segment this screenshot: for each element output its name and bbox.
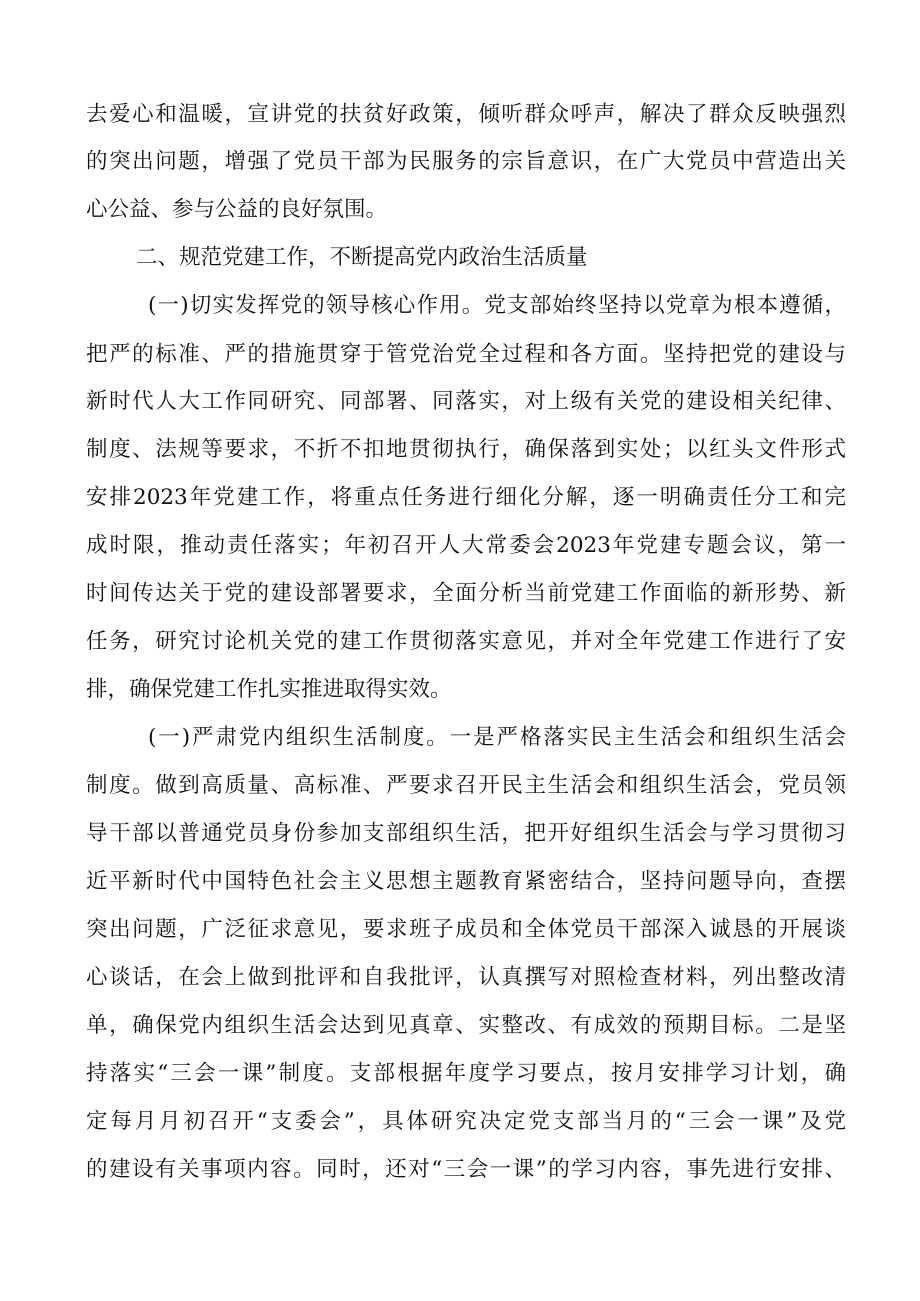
- text-line: 排，确保党建工作扎实推进取得实效。: [86, 677, 452, 702]
- text-line: 心谈话，在会上做到批评和自我批评，认真撰写对照检查材料，列出整改清: [86, 965, 846, 990]
- text-line: (一)严肃党内组织生活制度。一是严格落实民主生活会和组织生活会: [148, 725, 846, 750]
- text-line: 突出问题，广泛征求意见，要求班子成员和全体党员干部深入诚恳的开展谈: [86, 917, 846, 942]
- text-line: 的建设有关事项内容。同时，还对“三会一课”的学习内容，事先进行安排、: [86, 1157, 846, 1182]
- text-line: 时间传达关于党的建设部署要求，全面分析当前党建工作面临的新形势、新: [86, 581, 846, 606]
- text-line: 把严的标准、严的措施贯穿于管党治党全过程和各方面。坚持把党的建设与: [86, 342, 846, 367]
- text-line: 心公益、参与公益的良好氛围。: [86, 197, 388, 222]
- text-line: 单，确保党内组织生活会达到见真章、实整改、有成效的预期目标。二是坚: [86, 1013, 846, 1038]
- text-line: 导干部以普通党员身份参加支部组织生活，把开好组织生活会与学习贯彻习: [86, 821, 846, 846]
- text-line: 制度。做到高质量、高标准、严要求召开民主生活会和组织生活会，党员领: [86, 773, 846, 798]
- text-line: 新时代人大工作同研究、同部署、同落实，对上级有关党的建设相关纪律、: [86, 389, 846, 414]
- text-line: 持落实“三会一课”制度。支部根据年度学习要点，按月安排学习计划，确: [86, 1061, 846, 1086]
- text-line: 的突出问题，增强了党员干部为民服务的宗旨意识，在广大党员中营造出关: [86, 149, 846, 174]
- text-line: 成时限，推动责任落实；年初召开人大常委会2023年党建专题会议，第一: [86, 533, 846, 558]
- text-line: 安排2023年党建工作，将重点任务进行细化分解，逐一明确责任分工和完: [86, 485, 846, 510]
- text-line: 制度、法规等要求，不折不扣地贯彻执行，确保落到实处；以红头文件形式: [86, 437, 846, 462]
- text-line: (一)切实发挥党的领导核心作用。党支部始终坚持以党章为根本遵循，: [148, 293, 846, 318]
- text-line: 近平新时代中国特色社会主义思想主题教育紧密结合，坚持问题导向，查摆: [86, 869, 846, 894]
- text-line: 任务，研究讨论机关党的建工作贯彻落实意见，并对全年党建工作进行了安: [86, 629, 846, 654]
- text-line: 定每月月初召开“支委会”，具体研究决定党支部当月的“三会一课”及党: [86, 1109, 846, 1134]
- text-line: 去爱心和温暖，宣讲党的扶贫好政策，倾听群众呼声，解决了群众反映强烈: [86, 102, 846, 127]
- section-heading: 二、规范党建工作，不断提高党内政治生活质量: [136, 245, 588, 270]
